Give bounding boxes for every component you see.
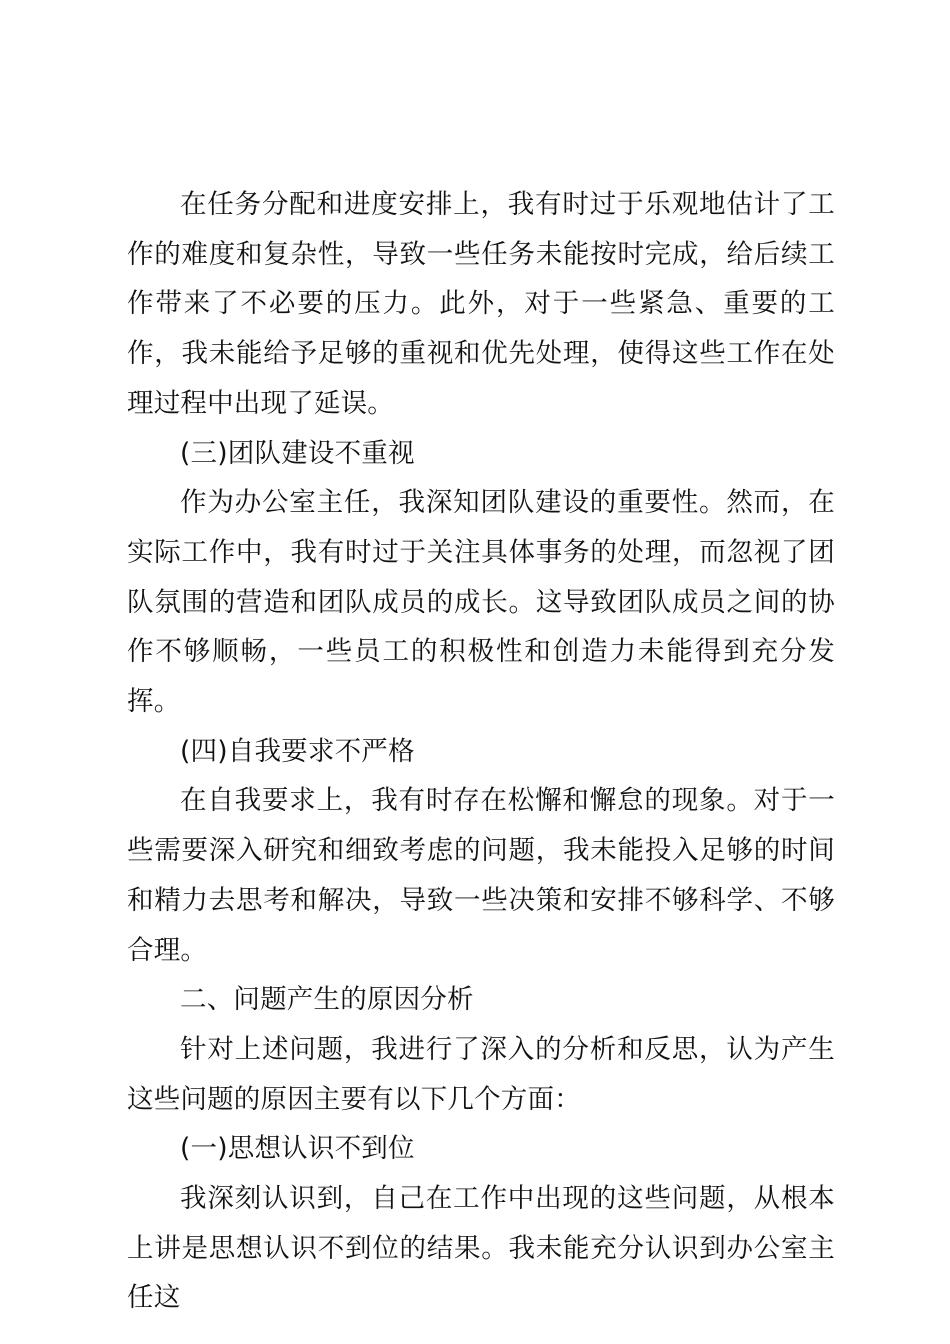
paragraph-self-discipline: 在自我要求上，我有时存在松懈和懈怠的现象。对于一些需要深入研究和细致考虑的问题，我未能投入足够的时间和精力去思考和解决，导致一些决策和安排不够科学、不够合理。 — [127, 785, 835, 966]
heading-cause-analysis: 二、问题产生的原因分析 — [180, 984, 474, 1016]
paragraph-task-allocation: 在任务分配和进度安排上，我有时过于乐观地估计了工作的难度和复杂性，导致一些任务未能按时完成，给后续工作带来了不必要的压力。此外，对于一些紧急、重要的工作，我未能给予足够的重视和优先处理，使得这些工作在处理过程中出现了延误。 — [127, 189, 835, 419]
document-body — [127, 180, 835, 1323]
heading-team-building: (三)团队建设不重视 — [180, 437, 415, 469]
paragraph-ideological-awareness: 我深刻认识到，自己在工作中出现的这些问题，从根本上讲是思想认识不到位的结果。我未能充分认识到办公室主任这 — [127, 1183, 835, 1314]
heading-self-discipline: (四)自我要求不严格 — [180, 735, 415, 767]
paragraph-team-building: 作为办公室主任，我深知团队建设的重要性。然而，在实际工作中，我有时过于关注具体事务的处理，而忽视了团队氛围的营造和团队成员的成长。这导致团队成员之间的协作不够顺畅，一些员工的积极性和创造力未能得到充分发挥。 — [127, 487, 835, 718]
paragraph-cause-analysis: 针对上述问题，我进行了深入的分析和反思，认为产生这些问题的原因主要有以下几个方面： — [127, 1033, 835, 1115]
heading-ideological-awareness: (一)思想认识不到位 — [180, 1133, 415, 1165]
